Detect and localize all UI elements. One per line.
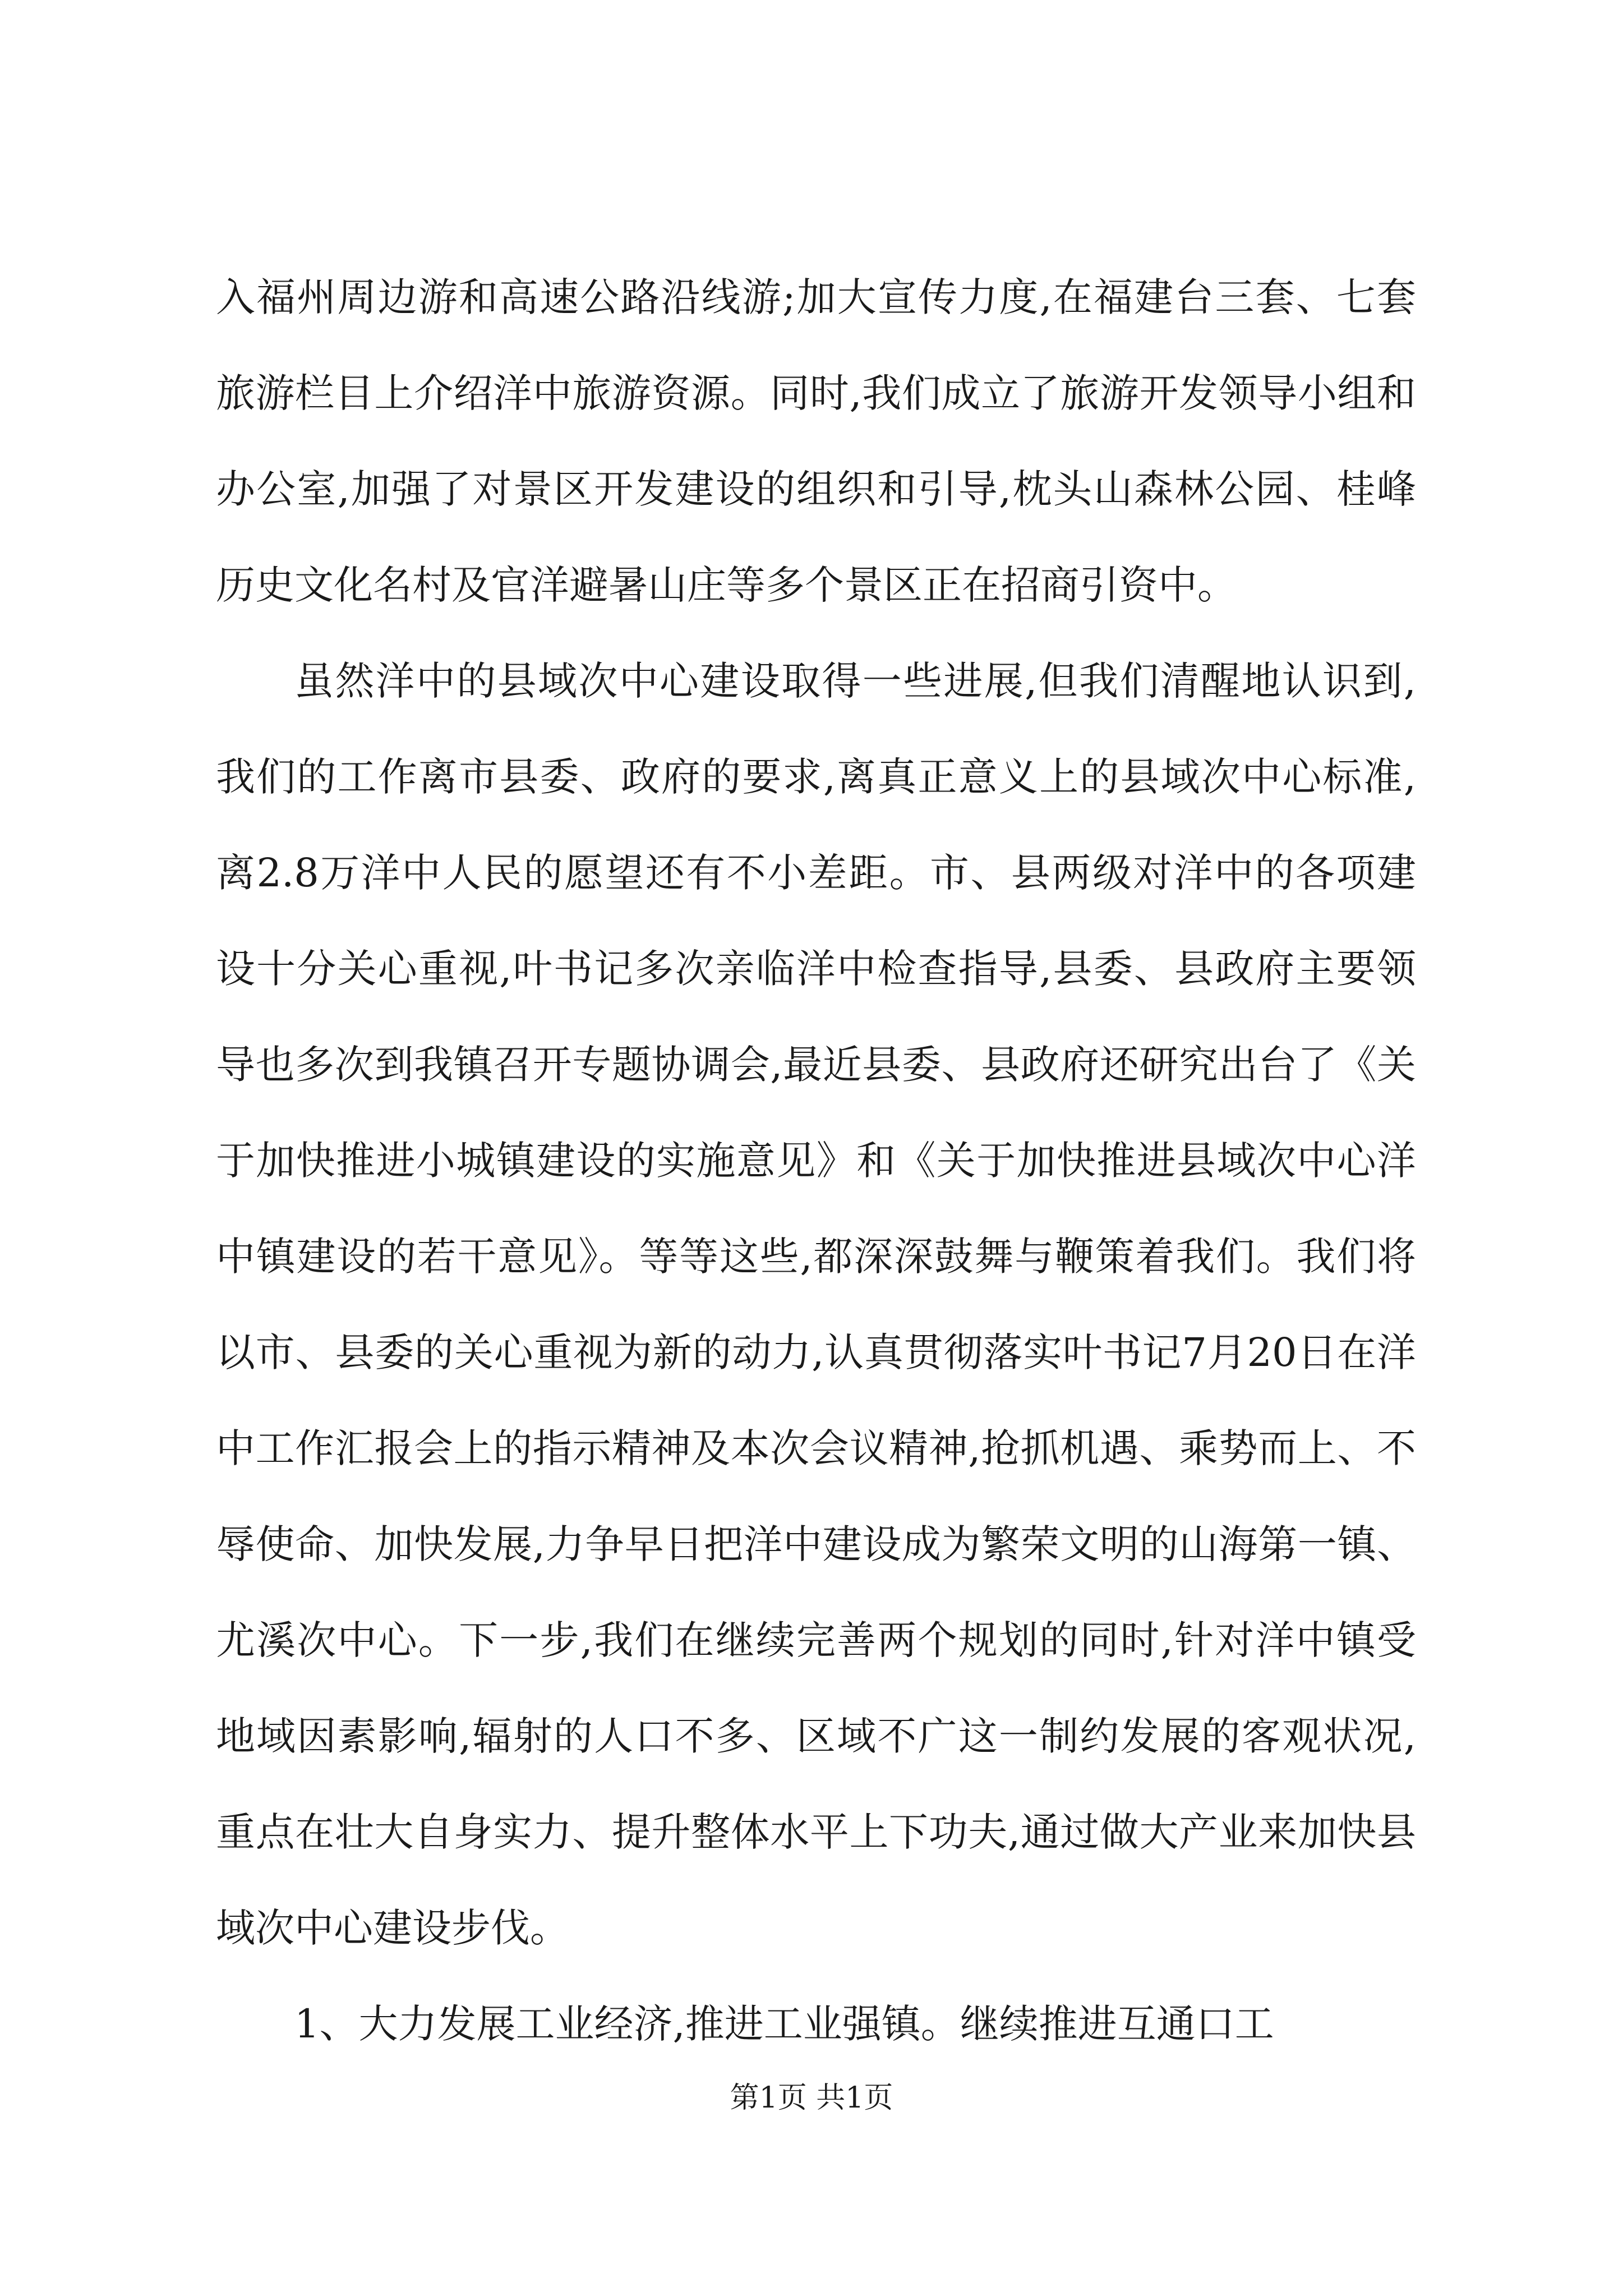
page-footer: 第1页 共1页 — [730, 2081, 893, 2115]
paragraph-2: 虽然洋中的县域次中心建设取得一些进展,但我们清醒地认识到,我们的工作离市县委、政府的要求,离真正意义上的县域次中心标准,离2.8万洋中人民的愿望还有不小差距。市、县两级对洋中的各项建设十分关心重视,叶书记多次亲临洋中检查指导,县委、县政府主要领导也多次到我镇召开专题协调会,最近县委、县政府还研究出台了《关于加快推进小城镇建设的实施意见》和《关于加快推进县域次中心洋中镇建设的若干意见》。等等这些,都深深鼓舞与鞭策着我们。我们将以市、县委的关心重视为新的动力,认真贯彻落实叶书记7月20日在洋中工作汇报会上的指示精神及本次会议精神,抢抓机遇、乘势而上、不辱使命、加快发展,力争早日把洋中建设成为繁荣文明的山海第一镇、尤溪次中心。下一步,我们在继续完善两个规划的同时,针对洋中镇受地域因素影响,辐射的人口不多、区域不广这一制约发展的客观状况,重点在壮大自身实力、提升整体水平上下功夫,通过做大产业来加快县域次中心建设步伐。 — [216, 658, 1417, 1951]
paragraph-1: 入福州周边游和高速公路沿线游;加大宣传力度,在福建台三套、七套旅游栏目上介绍洋中旅游资源。同时,我们成立了旅游开发领导小组和办公室,加强了对景区开发建设的组织和引导,枕头山森林公园、桂峰历史文化名村及官洋避暑山庄等多个景区正在招商引资中。 — [216, 274, 1417, 608]
paragraph-3: 1、大力发展工业经济,推进工业强镇。继续推进互通口工 — [294, 2001, 1274, 2047]
document-body — [216, 250, 1416, 2072]
